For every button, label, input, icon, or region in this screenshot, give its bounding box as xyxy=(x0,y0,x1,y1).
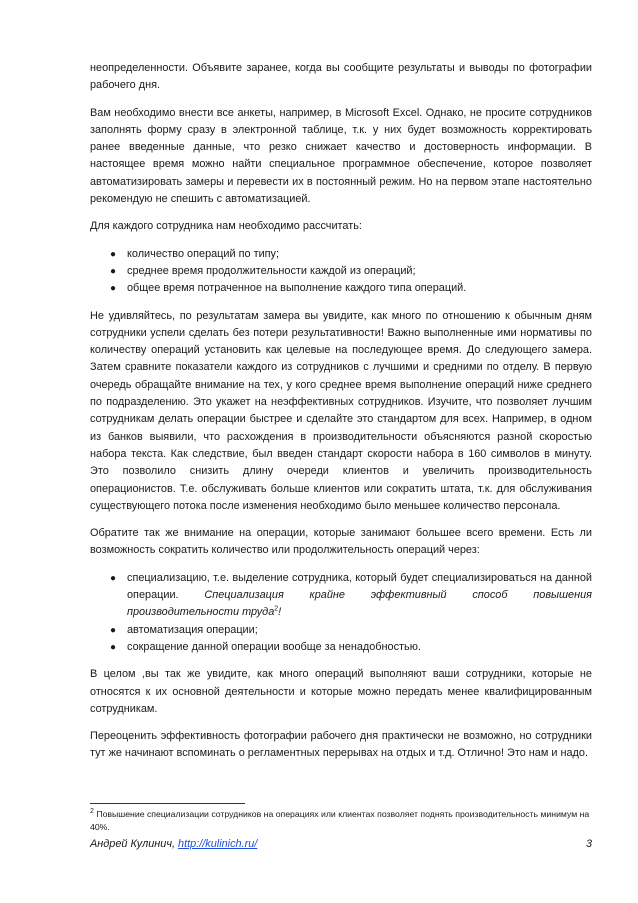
emphasis-text: Специализация крайне эффективный способ повышения производительности труда xyxy=(127,589,592,619)
paragraph-final: Переоценить эффективность фотографии рабочего дня практически не возможно, но сотрудники тут же начинают вспоминать о регламентных перерывах на отдых и т.д. Отлично! Это нам и надо. xyxy=(90,730,592,760)
bullet-icon: ● xyxy=(110,641,117,653)
page-body xyxy=(90,60,592,773)
bullet-list-metrics xyxy=(90,246,592,298)
footer-link[interactable]: http://kulinich.ru/ xyxy=(178,838,258,850)
page-number: 3 xyxy=(585,838,592,850)
paragraph-excel: Вам необходимо внести все анкеты, например, в Microsoft Excel. Однако, не просите сотрудников заполнять форму сразу в электронной таблице, т.к. у них будет возможность корректировать ранее введенные данные, что резко снижает качество и достоверность информации. В настоящее время можно найти специальное программное обеспечение, которое позволяет автоматизировать замеры и перевести их в постоянный режим. Но на первом этапе настоятельно рекомендую не спешить с автоматизацией. xyxy=(90,106,592,206)
bullet-icon: ● xyxy=(110,624,117,636)
footnote-divider xyxy=(90,803,245,804)
list-item: ● количество операций по типу; xyxy=(90,246,592,263)
footnote-ref[interactable]: 2 xyxy=(274,605,279,613)
footnote xyxy=(90,808,592,833)
list-item: ● среднее время продолжительности каждой из операций; xyxy=(90,263,592,280)
list-item: ● сокращение данной операции вообще за ненадобностью. xyxy=(90,639,592,656)
bullet-icon: ● xyxy=(110,248,117,260)
paragraph-intro: неопределенности. Объявите заранее, когда вы сообщите результаты и выводы по фотографии рабочего дня. xyxy=(90,62,592,92)
bullet-icon: ● xyxy=(110,572,117,584)
list-item: ● общее время потраченное на выполнение каждого типа операций. xyxy=(90,280,592,297)
paragraph-overall: В целом ,вы так же увидите, как много операций выполняют ваши сотрудники, которые не относятся к их основной деятельности и которые можно передать менее квалифицированным сотрудникам. xyxy=(90,668,592,715)
list-item: ● автоматизация операции; xyxy=(90,622,592,639)
bullet-list-methods xyxy=(90,570,592,656)
paragraph-results: Не удивляйтесь, по результатам замера вы увидите, как много по отношению к обычным дням сотрудники успели сделать без потери результативности! Важно выполненные ими нормативы по количеству операций установить как целевые на последующее время. До следующего замера. Затем сравните показатели каждого из сотрудников с лучшими и средними по отделу. В первую очередь обращайте внимание на тех, у кого среднее время выполнение операций ниже среднего по подразделению. Это укажет на неэффективных сотрудников. Изучите, что позволяет лучшим сотрудникам делать операции быстрее и сделайте это стандартом для всех. Например, в одном из банков выявили, что расхождения в производительности объясняются разной скоростью набора текста. Как следствие, был введен стандарт скорости набора в 160 символов в минуту. Это позволило снизить длину очереди клиентов и увеличить производительность операционистов. Т.е. обслуживать больше клиентов или сократить штата, т.к. для обслуживания существующего потока после изменения необходимо было меньшее количество персонала. xyxy=(90,309,592,512)
paragraph-attention: Обратите так же внимание на операции, которые занимают большее всего времени. Есть ли возможность сократить количество или продолжительность операций через: xyxy=(90,527,592,557)
footer-author-block xyxy=(90,837,257,851)
footnote-text: Повышение специализации сотрудников на операциях или клиентах позволяет поднять производительность минимум на 40%. xyxy=(90,809,590,832)
paragraph-calc-heading: Для каждого сотрудника нам необходимо рассчитать: xyxy=(90,220,362,233)
page-footer xyxy=(90,837,592,851)
footnote-number: 2 xyxy=(90,808,94,816)
footer-author: Андрей Кулинич, xyxy=(90,838,179,850)
list-item: ● специализацию, т.е. выделение сотрудника, который будет специализироваться на данной операции. Специализация крайне эффективный способ повышения производительности труда$^2$! xyxy=(110,571,592,619)
bullet-icon: ● xyxy=(110,283,117,295)
bullet-icon: ● xyxy=(110,265,117,277)
